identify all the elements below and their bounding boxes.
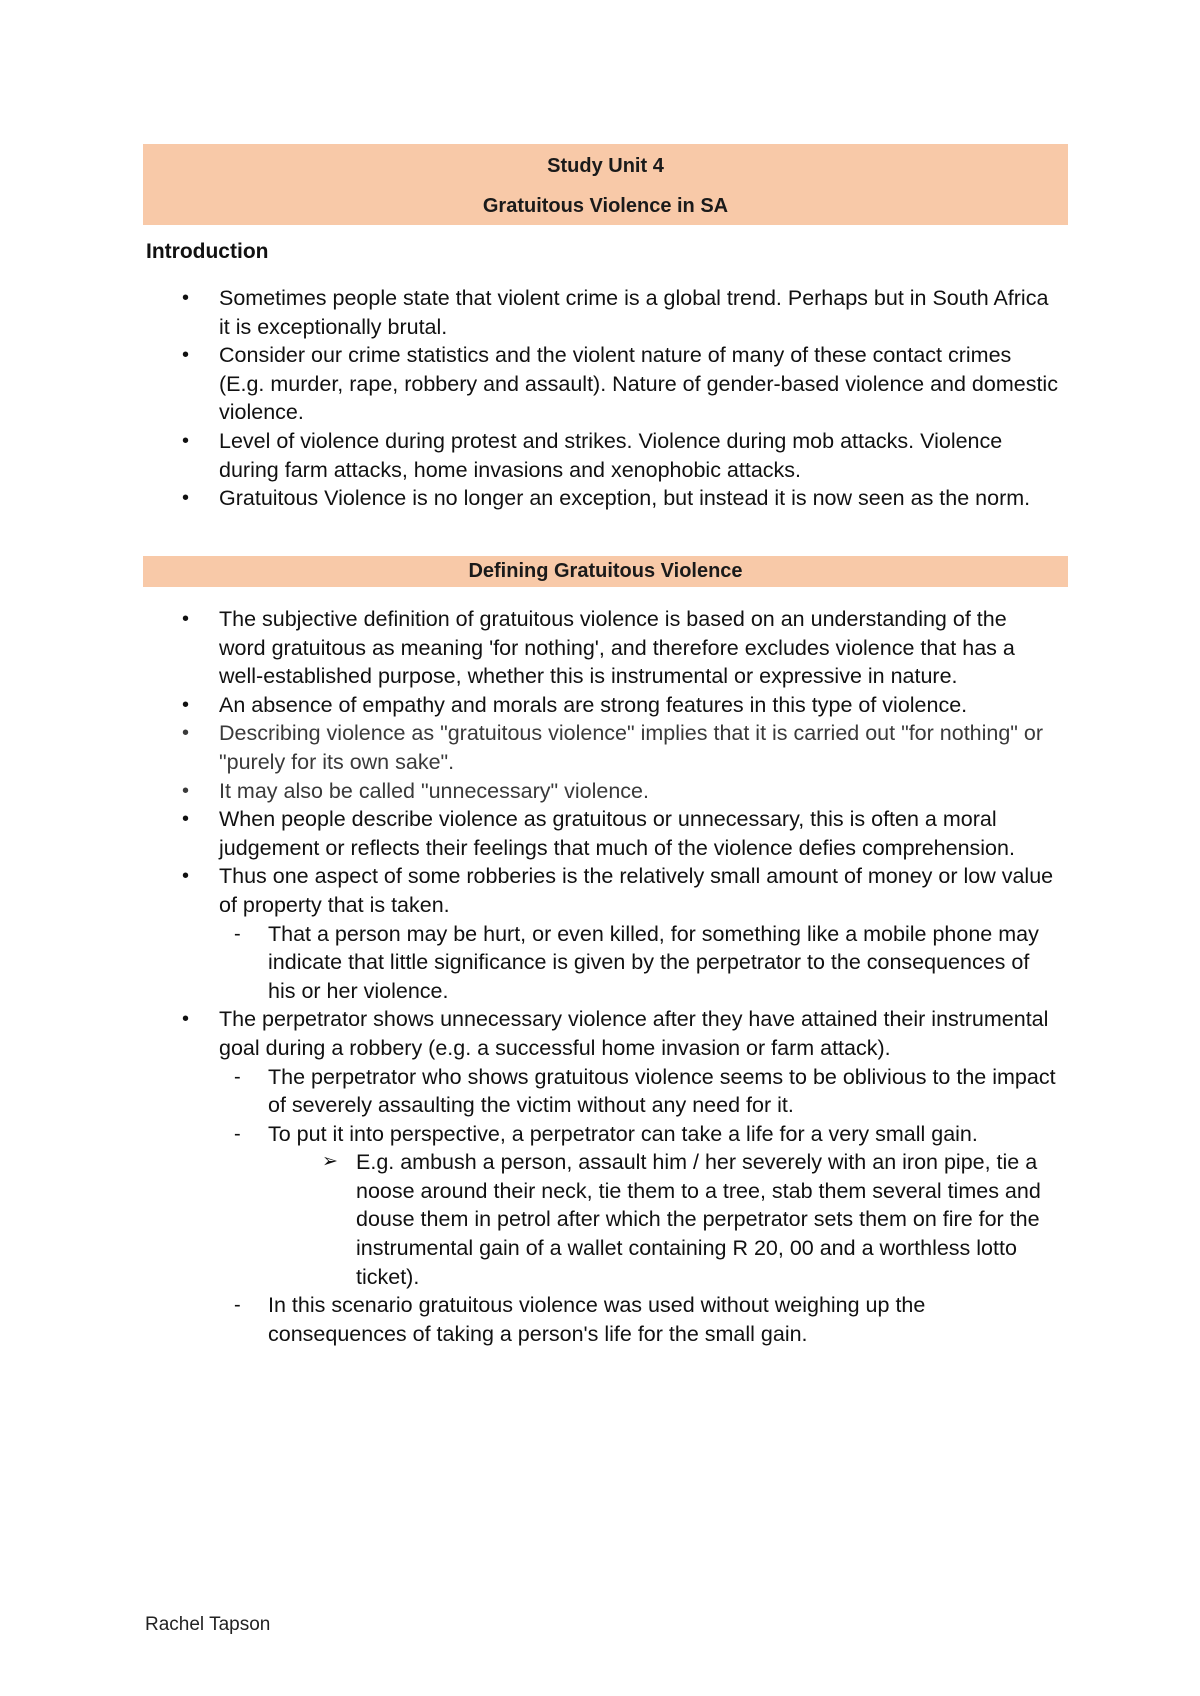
defining-list [0,605,1100,1348]
bullet-icon: • [182,429,190,452]
introduction-heading: Introduction [146,240,269,263]
sub-list-item: - The perpetrator who shows gratuitous violence seems to be oblivious to the impact of severely assaulting the victim without any need for it. [234,1064,1056,1118]
list-item: • Thus one aspect of some robberies is the relatively small amount of money or low value of property that is taken. [182,864,1054,917]
arrow-bullet-icon: ➢ [322,1151,338,1173]
bullet-icon: • [182,722,190,745]
page-title: Gratuitous Violence in SA [482,195,729,217]
list-item: • The subjective definition of gratuitous violence is based on an understanding of the word gratuitous as meaning 'for nothing', and therefore excludes violence that has a well-established purpose, whether this is instrumental or expressive in nature. [182,607,1015,689]
bullet-icon: • [182,779,190,802]
list-item: • Level of violence during protest and strikes. Violence during mob attacks. Violence during farm attacks, home invasions and xenophobic attacks. [182,428,1003,482]
list-item: • Gratuitous Violence is no longer an exception, but instead it is now seen as the norm. [0,484,1059,513]
bullet-icon: • [182,287,190,309]
sub-list-item: - To put it into perspective, a perpetrator can take a life for a very small gain. [0,1120,1058,1149]
list-item: • When people describe violence as gratuitous or unnecessary, this is often a moral judgement or reflects their feelings that much of the violence defies comprehension. [182,807,1015,860]
dash-icon: - [234,1122,241,1145]
defining-heading-band [143,556,1068,587]
list-item: • Consider our crime statistics and the violent nature of many of these contact crimes (E.g. murder, rape, robbery and assault). Nature of gender-based violence and domestic violence. [182,343,1058,425]
bullet-icon: • [182,865,190,888]
unit-title: Study Unit 4 [547,154,664,177]
bullet-icon: • [182,1008,190,1031]
dash-icon: - [234,922,241,945]
sub-sub-list-item: ➢ E.g. ambush a person, assault him / her severely with an iron pipe, tie a noose around their neck, tie them to a tree, stab them several times and douse them in petrol after which the perpetrator sets them on fire for the instrumental gain of a wallet containing R 20, 00 and a worthless lotto ticket). [322,1150,1041,1289]
sub-list-item: - In this scenario gratuitous violence was used without weighing up the consequences of taking a person's life for the small gain. [234,1293,926,1346]
list-item: • Sometimes people state that violent crime is a global trend. Perhaps but in South Africa it is exceptionally brutal. [182,286,1049,339]
list-item: • Describing violence as "gratuitous violence" implies that it is carried out "for nothing" or "purely for its own sake". [182,721,1044,774]
introduction-list [0,284,1100,513]
bullet-icon: • [182,808,190,831]
bullet-icon: • [182,608,190,630]
bullet-icon: • [182,487,190,510]
defining-heading: Defining Gratuitous Violence [468,560,743,582]
header-band-title [143,188,1068,225]
dash-icon: - [234,1065,241,1088]
dash-icon: - [234,1294,241,1317]
list-item: • It may also be called "unnecessary" violence. [0,777,1059,806]
sub-list-item: - That a person may be hurt, or even killed, for something like a mobile phone may indicate that little significance is given by the perpetrator to the consequences of his or her violence. [234,921,1039,1003]
footer-author: Rachel Tapson [145,1614,271,1635]
bullet-icon: • [182,344,190,367]
list-item: • An absence of empathy and morals are strong features in this type of violence. [0,691,1059,720]
bullet-icon: • [182,693,190,716]
header-band-unit [143,144,1068,188]
list-item: • The perpetrator shows unnecessary violence after they have attained their instrumental goal during a robbery (e.g. a successful home invasion or farm attack). [182,1007,1049,1060]
